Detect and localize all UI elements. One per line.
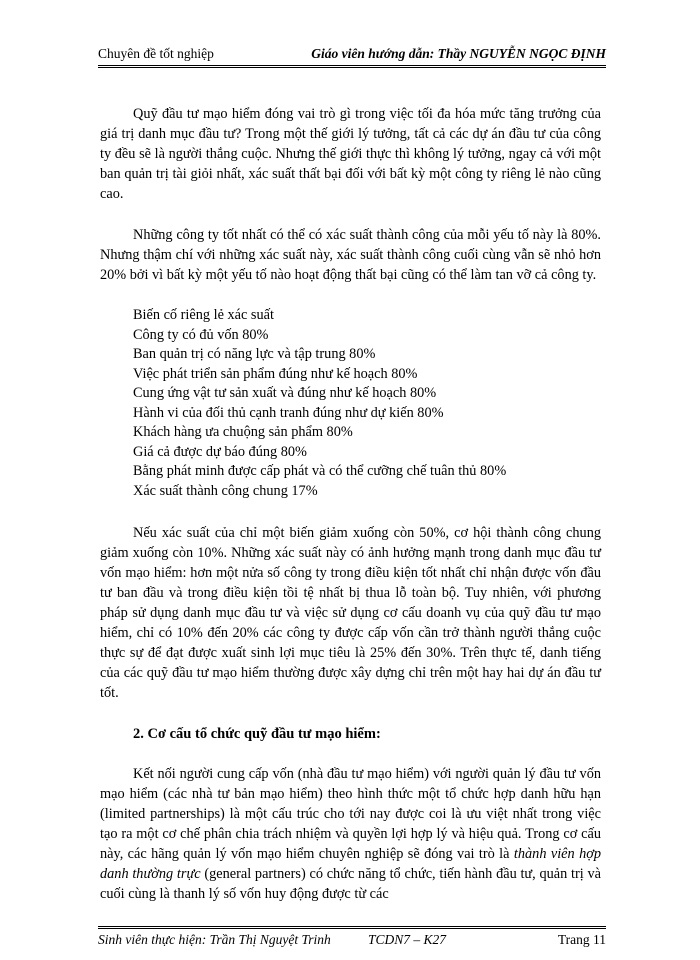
paragraph-3: Nếu xác suất của chỉ một biến giảm xuống còn 50%, cơ hội thành công chung giảm xuống còn 10%. Những xác suất này có ảnh hưởng mạnh trong danh mục đầu tư vốn mạo hiểm: hơn một nửa số công ty trong điều kiện tốt nhất chỉ nhận được vốn đầu tư ban đầu và trong điều kiện tồi tệ nhất bị thua lỗ toàn bộ. Tuy nhiên, với phương pháp sử dụng danh mục đầu tư và việc sử dụng cơ cấu doanh vụ của quỹ đầu tư mạo hiểm, chỉ có 10% đến 20% các công ty được cấp vốn cần trở thành người thắng cuộc thực sự để đạt được xuất sinh lợi mục tiêu là 25% đến 30%. Trên thực tế, danh tiếng của các quỹ đầu tư mạo hiểm thường được xây dựng chỉ trên một hay hai dự án đầu tư tốt. — [100, 525, 601, 701]
paragraph-4-emphasis: thành viên hợp danh thường trực — [100, 846, 601, 882]
list-item: Ban quản trị có năng lực và tập trung 80% — [133, 346, 376, 362]
list-item: Khách hàng ưa chuộng sản phẩm 80% — [133, 424, 353, 440]
probability-list — [133, 306, 601, 501]
footer-page-number: Trang 11 — [557, 932, 606, 947]
paragraph-4-text-start: Kết nối người cung cấp vốn (nhà đầu tư mạo hiểm) với người quản lý đầu tư vốn mạo hiểm (các nhà tư bản mạo hiểm) theo hình thức một tổ chức hợp danh hữu hạn (limited partnerships) là một cấu trúc cho tới nay được coi là ưu việt nhất trong việc tạo ra một cơ chế phân chia trách nhiệm và quyền lợi hợp lý và hiệu quả. Trong cơ cấu này, các hãng quản lý vốn mạo hiểm chuyên nghiệp sẽ đóng vai trò là — [100, 766, 601, 862]
header-supervisor: Giáo viên hướng dẫn: Thầy NGUYỄN NGỌC ĐỊNH — [311, 46, 606, 61]
section-heading: 2. Cơ cấu tổ chức quỹ đầu tư mạo hiểm: — [133, 726, 381, 742]
list-item: Công ty có đủ vốn 80% — [133, 326, 269, 343]
list-item: Cung ứng vật tư sản xuất và đúng như kế hoạch 80% — [133, 385, 437, 401]
list-item: Hành vi của đối thủ cạnh tranh đúng như dự kiến 80% — [133, 404, 444, 421]
footer-class-code: TCDN7 – K27 — [368, 932, 447, 947]
page-header — [98, 40, 606, 68]
paragraph-2: Những công ty tốt nhất có thể có xác suất thành công của mỗi yếu tố này là 80%. Nhưng thậm chí với những xác suất này, xác suất thành công cuối cùng vẫn sẽ nhỏ hơn 20% bởi vì bất kỳ một yếu tố nào hoạt động thất bại cũng có thể làm tan vỡ cả công ty. — [100, 227, 601, 283]
paragraph-1: Quỹ đầu tư mạo hiểm đóng vai trò gì trong việc tối đa hóa mức tăng trưởng của giá trị danh mục đầu tư? Trong một thế giới lý tưởng, tất cả các dự án đầu tư của công ty đều sẽ là người thắng cuộc. Nhưng thế giới thực thì không lý tưởng, ngay cả với một ban quản trị tài giỏi nhất, xác suất thất bại đối với bất kỳ một công ty riêng lẻ nào cũng cao. — [100, 106, 601, 202]
footer-student-name: Sinh viên thực hiện: Trần Thị Nguyệt Trinh — [98, 932, 331, 947]
page-footer — [98, 926, 606, 952]
list-item: Bằng phát minh được cấp phát và có thể cưỡng chế tuân thủ 80% — [133, 463, 507, 479]
paragraph-4 — [100, 764, 601, 904]
list-item: Giá cả được dự báo đúng 80% — [133, 443, 307, 460]
list-item: Biến cố riêng lẻ xác suất — [133, 307, 274, 323]
header-document-type: Chuyên đề tốt nghiệp — [98, 46, 214, 61]
list-item: Việc phát triển sản phẩm đúng như kế hoạch 80% — [133, 365, 418, 382]
list-item: Xác suất thành công chung 17% — [133, 482, 318, 499]
page-body — [100, 104, 601, 925]
paragraph-4-text-end: (general partners) có chức năng tổ chức, tiến hành đầu tư, quản trị và cuối cùng là thanh lý số vốn huy động được từ các — [100, 866, 601, 902]
